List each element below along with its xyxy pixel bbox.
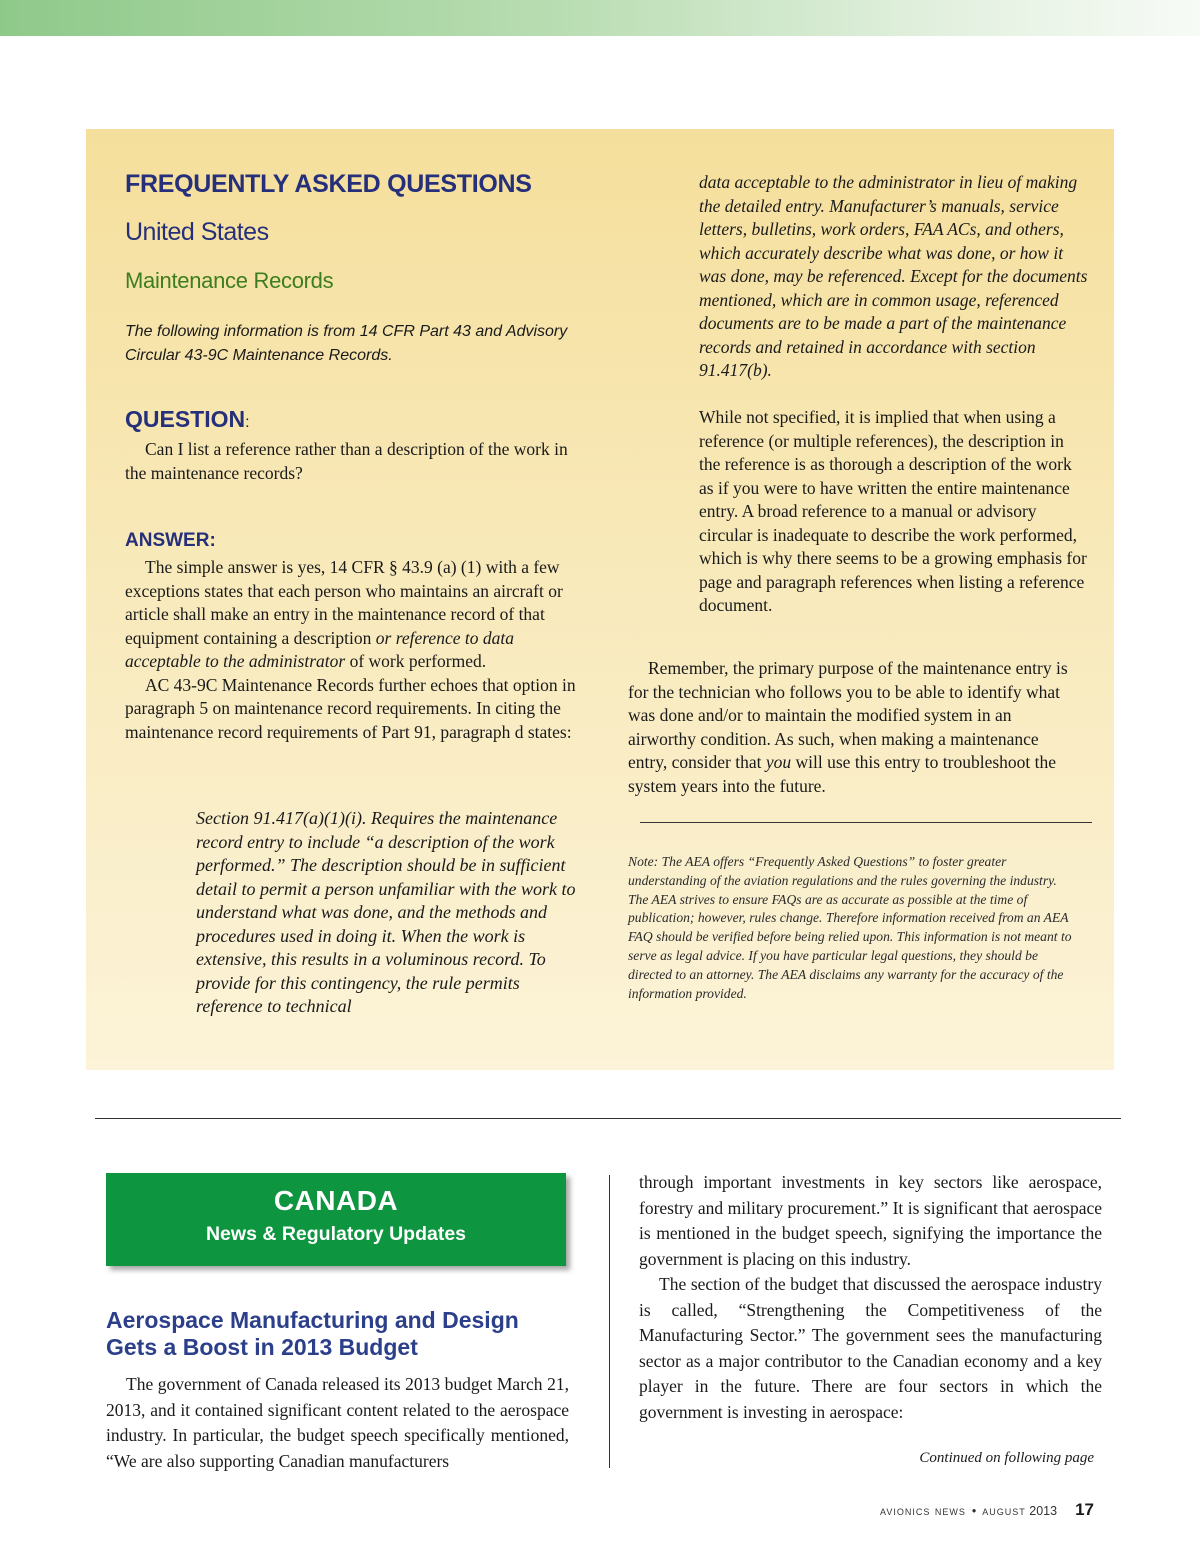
canada-banner xyxy=(106,1173,566,1266)
regulation-quote-part-2: data acceptable to the administrator in lieu of making the detailed entry. Manufacturer’s manuals, service letters, bulletins, work orders, FAA ACs, and others, which accurately describe what was done, or how it was done, may be referenced. Except for the documents mentioned, which are in common usage, referenced documents are to be made a part of the maintenance records and retained in accordance with section 91.417(b). xyxy=(699,172,1088,380)
page-number: 17 xyxy=(1075,1500,1094,1519)
remember-end: will use this entry to troubleshoot the system years into the future. xyxy=(628,752,1057,796)
answer-p1-end: of work performed. xyxy=(345,651,487,671)
article-column-2 xyxy=(639,1170,1102,1425)
question-heading xyxy=(125,406,250,433)
remember-start: Remember, the primary purpose of the maintenance entry is for the technician who follows you to be able to identify what was done and/or to maintain the modified system in an airworthy condition. As such, when making a maintenance entry, consider that xyxy=(628,658,1068,772)
faq-intro: The following information is from 14 CFR Part 43 and Advisory Circular 43-9C Maintenance Records. xyxy=(125,323,568,364)
remember-text xyxy=(628,657,1078,798)
remember-emphasis: you xyxy=(765,752,792,772)
column-divider xyxy=(609,1175,610,1468)
continued-note: Continued on following page xyxy=(919,1450,1094,1466)
footer-month: august xyxy=(982,1504,1026,1518)
footer-year: 2013 xyxy=(1029,1504,1058,1518)
question-heading-colon: : xyxy=(245,414,250,431)
canada-banner-title: CANADA xyxy=(273,1185,399,1216)
article-title: Aerospace Manufacturing and Design Gets a Boost in 2013 Budget xyxy=(106,1307,519,1360)
article-col1-paragraph: The government of Canada released its 2013 budget March 21, 2013, and it contained significant content related to the aerospace industry. In particular, the budget speech specifically mentioned, “We are also supporting Canadian manufacturers xyxy=(106,1374,569,1471)
answer-text xyxy=(125,556,585,744)
regulation-quote-part-1: Section 91.417(a)(1)(i). Requires the maintenance record entry to include “a description of the work performed.” The description should be in sufficient detail to permit a person unfamiliar with the work to understand what was done, and the methods and procedures used in doing it. When the work is extensive, this results in a voluminous record. To provide for this contingency, the rule permits reference to technical xyxy=(196,808,576,1016)
section-divider xyxy=(95,1118,1121,1119)
remember-paragraph xyxy=(628,657,1078,798)
answer-p1-start: The simple answer is yes, 14 CFR § 43.9 (a) (1) with a few exceptions states that each person who maintains an aircraft or article shall make an entry in the maintenance record of that equipment containing a description xyxy=(125,557,563,648)
faq-title: FREQUENTLY ASKED QUESTIONS xyxy=(125,170,532,198)
question-heading-label: QUESTION xyxy=(125,406,246,432)
canada-banner-subtitle: News & Regulatory Updates xyxy=(205,1223,467,1245)
answer-paragraph-2: AC 43-9C Maintenance Records further echoes that option in paragraph 5 on maintenance record requirements. In citing the maintenance record requirements of Part 91, paragraph d states: xyxy=(125,674,576,742)
article-col2-paragraph-1: through important investments in key sectors like aerospace, forestry and military procurement.” It is significant that aerospace is mentioned in the budget speech, signifying the importance the government is placing on this industry. xyxy=(639,1172,1102,1269)
implied-paragraph: While not specified, it is implied that when using a reference (or multiple references), the description in the reference is as thorough a description of the work as if you were to have written the entire maintenance entry. A broad reference to a manual or advisory circular is inadequate to describe the work performed, which is why there seems to be a growing emphasis for page and paragraph references when listing a reference document. xyxy=(699,407,1087,615)
top-color-band xyxy=(0,0,1200,36)
faq-topic: Maintenance Records xyxy=(125,268,334,293)
note-divider xyxy=(640,822,1092,823)
article-col2-paragraph-2: The section of the budget that discussed the aerospace industry is called, “Strengthening the Competitiveness of the Manufacturing Sector.” The government sees the manufacturing sector as a major contributor to the Canadian economy and a key player in the future. There are four sectors in which the government is investing in aerospace: xyxy=(639,1274,1102,1422)
answer-heading: ANSWER: xyxy=(125,530,216,551)
disclaimer-note: Note: The AEA offers “Frequently Asked Questions” to foster greater understanding of the aviation regulations and the rules governing the industry. The AEA strives to ensure FAQs are as accurate as possible at the time of publication; however, rules change. Therefore information received from an AEA FAQ should be verified before being relied upon. This information is not meant to serve as legal advice. If you have particular legal questions, they should be directed to an attorney. The AEA disclaims any warranty for the accuracy of the information provided. xyxy=(628,854,1072,1001)
question-text xyxy=(125,438,585,485)
footer-bullet: • xyxy=(971,1504,977,1518)
question-paragraph: Can I list a reference rather than a description of the work in the maintenance records? xyxy=(125,439,568,483)
answer-p1-emphasis: or reference to data acceptable to the administrator xyxy=(125,627,514,671)
faq-country: United States xyxy=(125,218,269,246)
footer-publication: avionics news xyxy=(880,1504,966,1518)
page-footer xyxy=(700,1500,1094,1520)
answer-paragraph-1 xyxy=(125,556,585,674)
article-column-1 xyxy=(106,1372,569,1474)
